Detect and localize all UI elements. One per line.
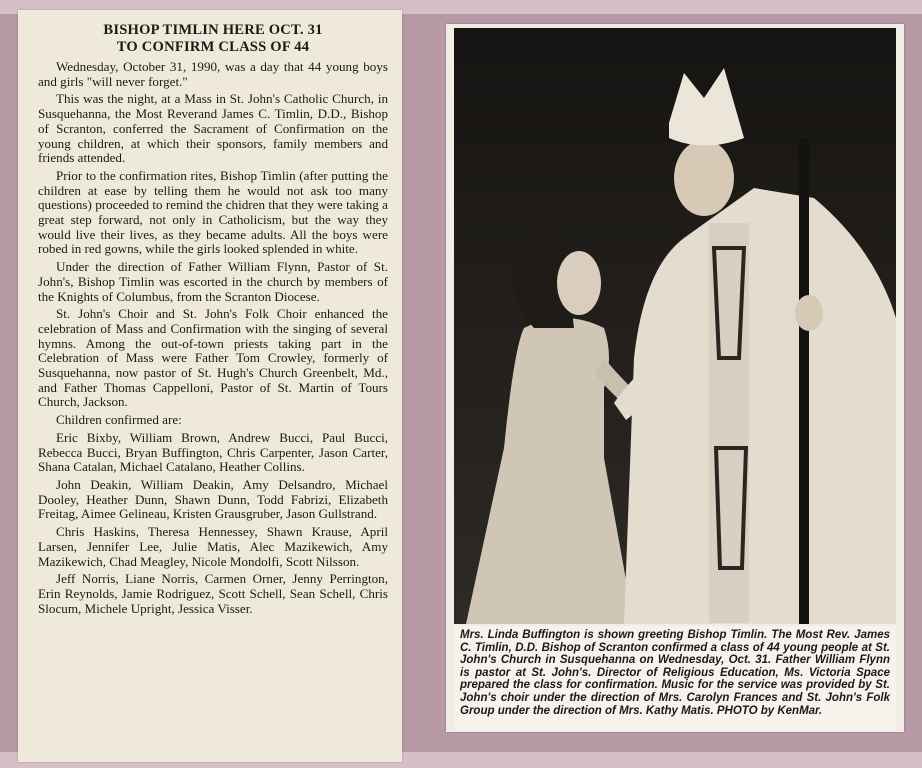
names-paragraph: Jeff Norris, Liane Norris, Carmen Orner, Jenny Perrington, Erin Reynolds, Jamie Rodriguez, Scott Schell, Sean Schell, Chris Slocum, Michele Upright, Jessica Visser. (38, 571, 388, 616)
photo-clipping (446, 24, 904, 732)
newspaper-article (18, 10, 402, 762)
photo-caption: Mrs. Linda Buffington is shown greeting Bishop Timlin. The Most Rev. James C. Timlin, D.D. Bishop of Scranton confirmed a class of 44 young people at St. John's Church in Susquehanna on Wednesday, Oct. 31. Father William Flynn is pastor at St. John's. Director of Religious Education, Ms. Victoria Space prepared the class for confirmation. Music for the service was provided by St. John's choir under the direction of Mrs. Carolyn Frances and St. John's Folk Group under the direction of Mrs. Kathy Matis. PHOTO by KenMar. (454, 626, 896, 730)
photograph (454, 28, 896, 624)
headline-line-2: TO CONFIRM CLASS OF 44 (116, 39, 310, 55)
photo-illustration (454, 28, 896, 624)
headline-line-1: BISHOP TIMLIN HERE OCT. 31 (103, 22, 323, 38)
article-paragraph: This was the night, at a Mass in St. John's Catholic Church, in Susquehanna, the Most Reverand James C. Timlin, D.D., Bishop of Scranton, conferred the Sacrament of Confirmation on the young children, at which their sponsors, family members and friends attended. (38, 91, 388, 166)
names-paragraph: John Deakin, William Deakin, Amy Delsandro, Michael Dooley, Heather Dunn, Shawn Dunn, Todd Fabrizi, Elizabeth Freitag, Aimee Gelineau, Kristen Grausgruber, Jason Gullstrand. (38, 476, 388, 522)
names-paragraph: Chris Haskins, Theresa Hennessey, Shawn Krause, April Larsen, Jennifer Lee, Julie Matis, Alec Mazikewich, Amy Mazikewich, Chad Meagley, Nicole Mondolfi, Scott Nilsson. (38, 524, 388, 569)
article-paragraph: Prior to the confirmation rites, Bishop Timlin (after putting the children at ease by telling them he would not ask too many questions) proceeded to remind the chidren that they were taking a great step forward, not only in Catholicism, but the way they would live their lives, as they became adults. All the boys were robed in red gowns, while the girls looked splended in white. (38, 167, 388, 257)
article-headline (38, 22, 388, 56)
article-paragraph: St. John's Choir and St. John's Folk Choir enhanced the celebration of Mass and Confirmation with the singing of several hymns. Among the out-of-town priests taking part in the Celebration of Mass were Father Tom Crowley, formerly of Susquehanna, now pastor of St. Hugh's Church Greenbelt, Md., and Father Thomas Cappelloni, Pastor of St. Martin of Tours Church, Jackson. (38, 306, 388, 410)
article-paragraph: Under the direction of Father William Flynn, Pastor of St. John's, Bishop Timlin was escorted in the church by members of the Knights of Columbus, from the Scranton Diocese. (38, 259, 388, 304)
article-paragraph: Wednesday, October 31, 1990, was a day that 44 young boys and girls "will never forget." (38, 59, 388, 89)
children-confirmed-heading: Children confirmed are: (56, 412, 182, 428)
names-paragraph: Eric Bixby, William Brown, Andrew Bucci, Paul Bucci, Rebecca Bucci, Bryan Buffington, Chris Carpenter, Jason Carter, Shana Catalan, Michael Catalano, Heather Collins. (38, 429, 388, 475)
